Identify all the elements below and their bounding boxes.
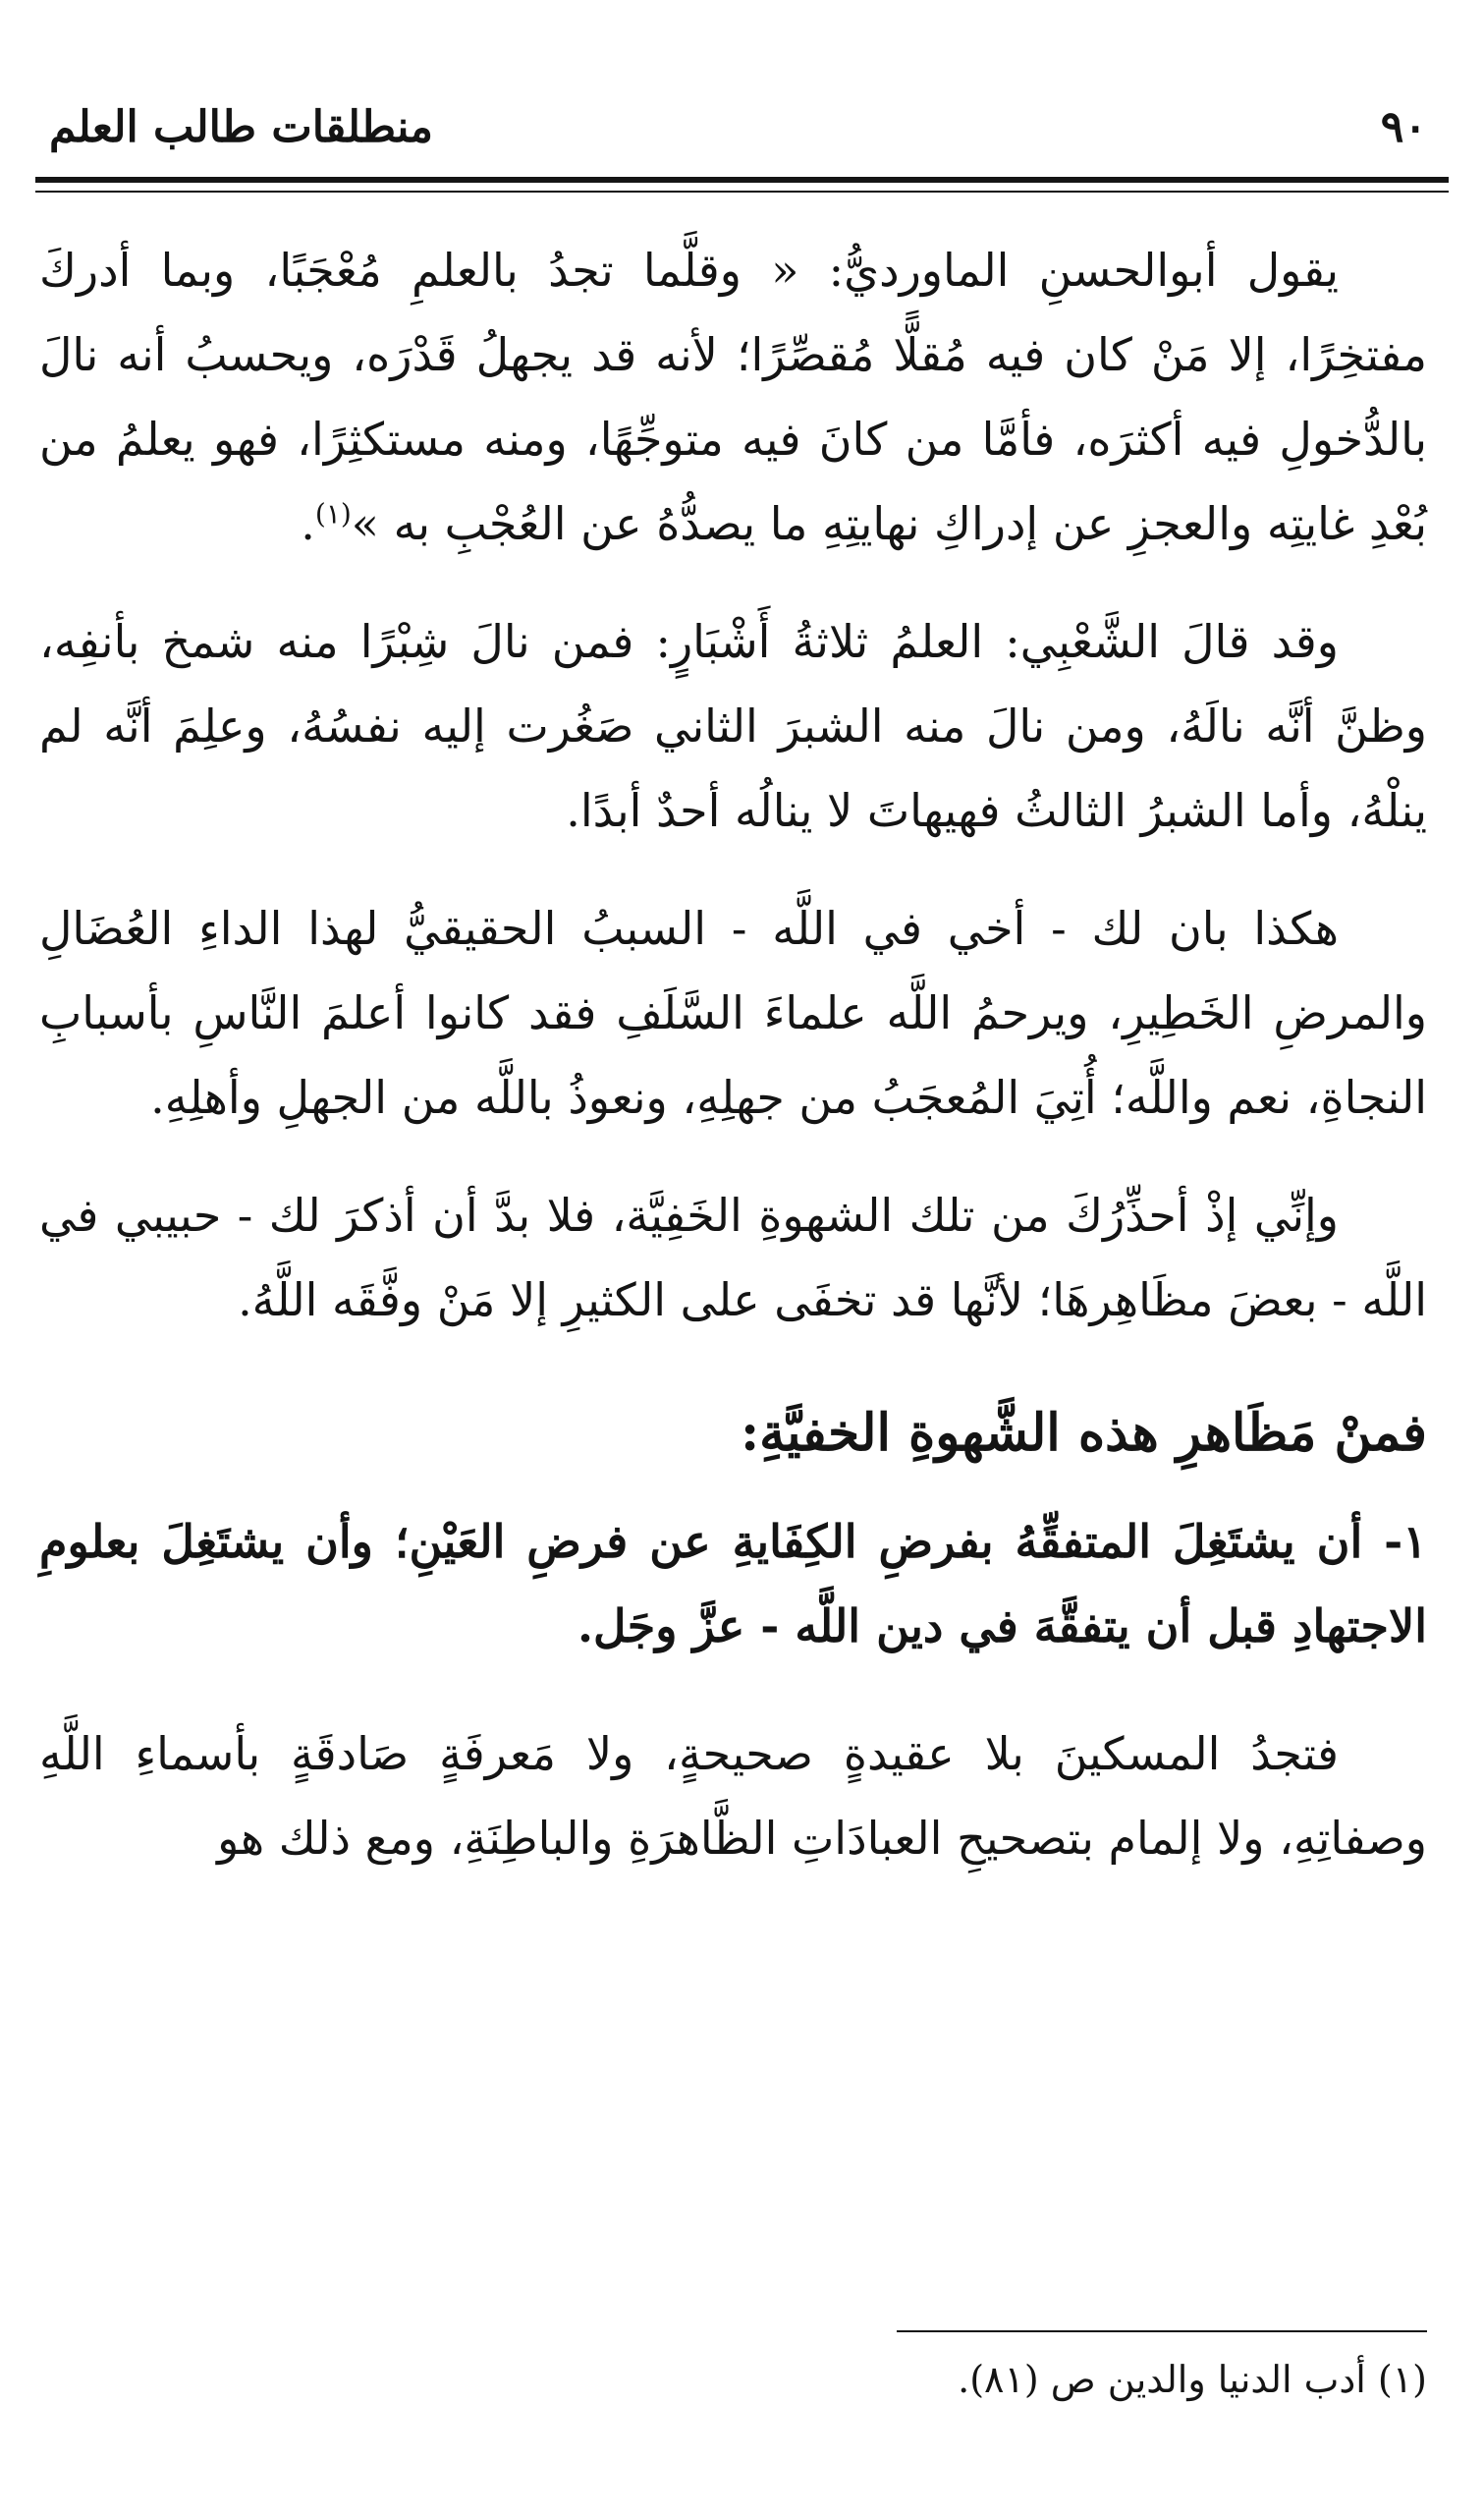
header-rule-thin bbox=[35, 191, 1449, 193]
footnote: (١) أدب الدنيا والدين ص (٨١). bbox=[958, 2358, 1427, 2401]
quote-end: . bbox=[301, 497, 315, 550]
paragraph-warning: وإنِّي إذْ أحذِّرُكَ من تلك الشهوةِ الخَفِيَّة، فلا بدَّ أن أذكرَ لك - حبيبي في اللَّه - بعضَ مظَاهِرهَا؛ لأنَّها قد تخفَى على الكثيرِ إلا مَنْ وفَّقَه اللَّهُ. bbox=[39, 1189, 1427, 1326]
page-number: ٩٠ bbox=[1380, 102, 1427, 152]
section-heading: فمنْ مَظَاهرِ هذه الشَّهوةِ الخفيَّةِ: bbox=[740, 1403, 1427, 1463]
book-title: منطلقات طالب العلم bbox=[49, 102, 433, 152]
main-text bbox=[39, 228, 1427, 1914]
running-head bbox=[39, 93, 1445, 162]
footnote-rule bbox=[897, 2330, 1427, 2332]
quote-text: يقول أبوالحسنِ الماورديُّ: « وقلَّما تجدُ بالعلمِ مُعْجَبًا، وبما أدركَ مفتخِرًا، إلا مَنْ كان فيه مُقلًّا مُقصِّرًا؛ لأنه قد يجهلُ قَدْرَه، ويحسبُ أنه نالَ بالدُّخولِ فيه أكثرَه، فأمَّا من كانَ فيه متوجِّهًا، ومنه مستكثِرًا، فهو يعلمُ من بُعْدِ غايتِه والعجزِ عن إدراكِ نهايتِهِ ما يصدُّهُ عن العُجْبِ به » bbox=[39, 244, 1427, 550]
paragraph-shabi: وقد قالَ الشَّعْبِي: العلمُ ثلاثةُ أَشْبَارٍ: فمن نالَ شِبْرًا منه شمخ بأنفِه، وظنَّ أنَّه نالَهُ، ومن نالَ منه الشبرَ الثاني صَغُرت إليه نفسُهُ، وعلِمَ أنَّه لم ينلْهُ، وأما الشبرُ الثالثُ فهيهاتَ لا ينالُه أحدٌ أبدًا. bbox=[39, 615, 1427, 837]
paragraph-explanation: فتجدُ المسكينَ بلا عقيدةٍ صحيحةٍ، ولا مَعرفَةٍ صَادقَةٍ بأسماءِ اللَّهِ وصفاتِهِ، ولا إلمام بتصحيحِ العبادَاتِ الظَّاهرَةِ والباطِنَةِ، ومع ذلك هو bbox=[39, 1727, 1427, 1865]
paragraph-mawardi-quote bbox=[39, 228, 1427, 566]
header-rule-thick bbox=[35, 177, 1449, 183]
numbered-point-1: ١- أن يشتَغِلَ المتفقِّهُ بفرضِ الكِفَايةِ عن فرضِ العَيْنِ؛ وأن يشتَغِلَ بعلومِ الاجتهادِ قبل أن يتفقَّهَ في دين اللَّه - عزَّ وجَل. bbox=[39, 1515, 1427, 1652]
footnote-reference: (١) bbox=[314, 497, 352, 531]
paragraph-conclusion: هكذا بان لك - أخي في اللَّه - السببُ الحقيقيُّ لهذا الداءِ العُضَالِ والمرضِ الخَطِيرِ، ويرحمُ اللَّه علماءَ السَّلَفِ فقد كانوا أعلمَ النَّاسِ بأسبابِ النجاةِ، نعم واللَّه؛ أُتِيَ المُعجَبُ من جهلِهِ، ونعوذُ باللَّه من الجهلِ وأهلِهِ. bbox=[39, 902, 1427, 1124]
